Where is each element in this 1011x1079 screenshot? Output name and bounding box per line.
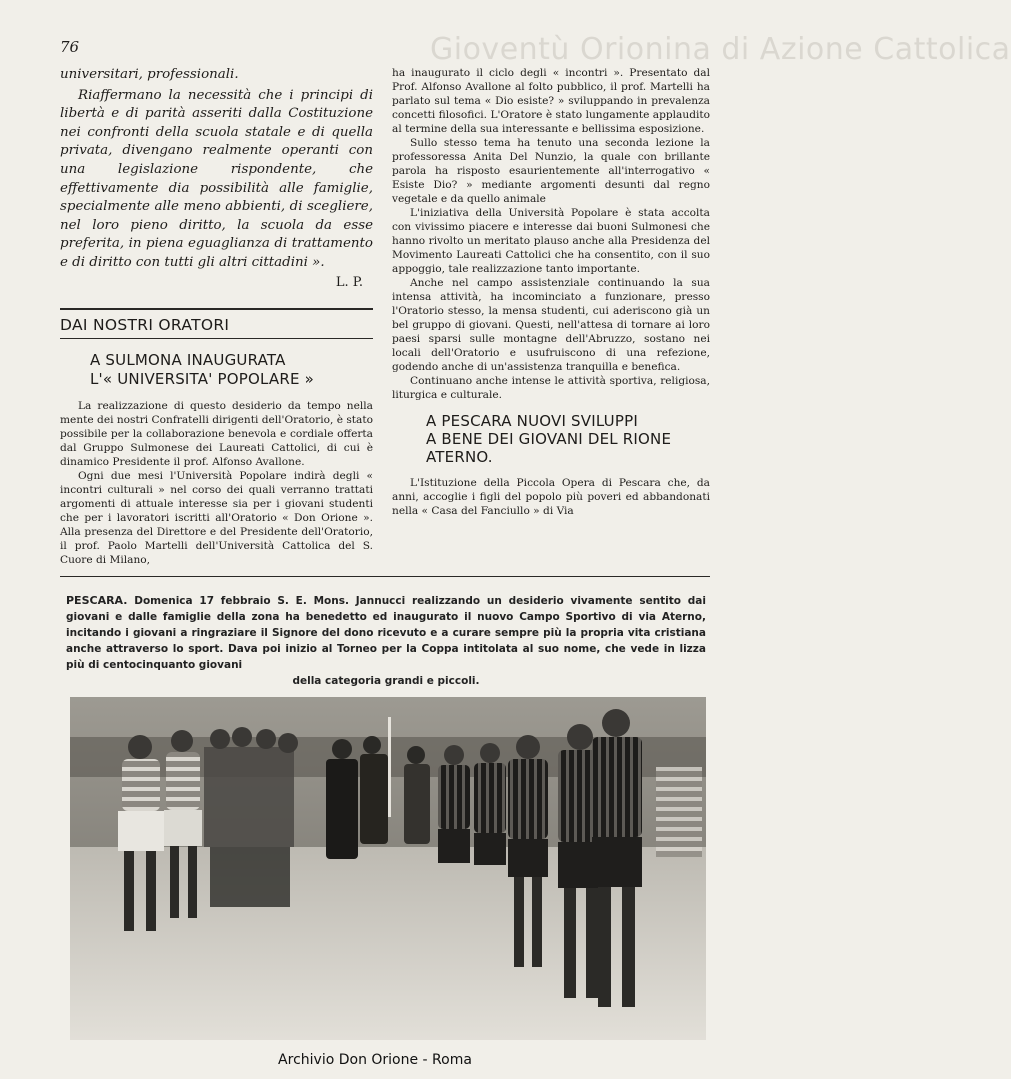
caption-last-line: della categoria grandi e piccoli. [292, 675, 480, 687]
caption-divider [60, 576, 710, 577]
caption-text: Domenica 17 febbraio S. E. Mons. Jannucci realizzando un desiderio vivamente sentito dai giovani e dalle famiglie della zona ha benedetto ed inaugurato il nuovo Campo Sportivo di via Aterno, incitando i giovani a ringraziare il Signore del dono ricevuto e a curare sempre più la propria vita cristiana anche attraverso lo sport. Dava poi inizio al Torneo per la Coppa intitolata al suo nome, che vede in lizza più di centocinquanto giovani [66, 595, 706, 671]
section-rule-bottom [60, 338, 373, 339]
article-paragraph: Ogni due mesi l'Università Popolare indirà degli « incontri culturali » nel corso dei quali verranno trattati argomenti di attuale interesse sia per i giovani studenti che per i lavoratori iscritti all'Oratorio « Don Orione ». Alla presenza del Direttore e del Presidente dell'Oratorio, il prof. Paolo Martelli dell'Università Cattolica del S. Cuore di Milano, [60, 469, 373, 566]
caption-lead: PESCARA. [66, 594, 128, 607]
page-number: 76 [60, 38, 80, 56]
article-headline-pescara [426, 412, 710, 466]
headline-line: L'« UNIVERSITA' POPOLARE » [90, 369, 315, 388]
right-column [392, 66, 710, 518]
left-column [60, 66, 373, 567]
article-paragraph: L'Istituzione della Piccola Opera di Pescara che, da anni, accoglie i figli del popolo più poveri ed abbandonati nella « Casa del Fanciullo » di Via [392, 477, 710, 517]
team-photograph [70, 697, 706, 1040]
section-rule-top [60, 308, 373, 310]
headline-line: A PESCARA NUOVI SVILUPPI [426, 412, 638, 430]
headline-line: ATERNO. [426, 448, 493, 466]
photo-illustration [70, 697, 706, 1040]
article-paragraph: ha inaugurato il ciclo degli « incontri ». Presentato dal Prof. Alfonso Avallone al folto pubblico, il prof. Martelli ha parlato sul tema « Dio esiste? » sviluppando in prevalenza concetti filosofici. L'Oratore è stato lungamente applaudito al termine della sua interessante e bellissima esposizione. [392, 67, 710, 135]
bleed-through-header: Gioventù Orionina di Azione Cattolica [430, 32, 1011, 67]
intro-paragraph: Riaffermano la necessità che i principi di libertà e di parità asseriti dalla Costituzione nei confronti della scuola statale e di quella privata, divengano realmente operanti con una legislazione rispondente, che effettivamente dia possibilità alle famiglie, specialmente alle meno abbienti, di scegliere, nel loro pieno diritto, la scuola da esse preferita, in piena eguaglianza di trattamento e di diritto con tutti gli altri cittadini ». [60, 87, 373, 270]
intro-first-line: universitari, professionali. [60, 67, 239, 82]
article-paragraph: La realizzazione di questo desiderio da tempo nella mente dei nostri Confratelli dirigenti dell'Oratorio, è stato possibile per la collaborazione benevola e cordiale offerta dal Gruppo Sulmonese dei Laureati Cattolici, di cui è dinamico Presidente il prof. Alfonso Avallone. [60, 399, 374, 468]
article-paragraph: Continuano anche intense le attività sportiva, religiosa, liturgica e culturale. [392, 375, 710, 401]
signature: L. P. [335, 274, 363, 290]
headline-line: A SULMONA INAUGURATA [90, 350, 286, 369]
article-paragraph: L'iniziativa della Università Popolare è stata accolta con vivissimo piacere e interesse dai buoni Sulmonesi che hanno rivolto un meritato plauso anche alla Presidenza del Movimento Laureati Cattolici che ha consentito, con il suo appoggio, tale realizzazione tanto importante. [392, 207, 710, 275]
headline-line: A BENE DEI GIOVANI DEL RIONE [426, 430, 672, 448]
article-headline-sulmona [90, 351, 373, 389]
archive-footer: Archivio Don Orione - Roma [278, 1052, 472, 1068]
article-paragraph: Sullo stesso tema ha tenuto una seconda lezione la professoressa Anita Del Nunzio, la quale con brillante parola ha risposto esaurientemente all'interrogativo « Esiste Dio? » mediante argomenti desunti dal regno vegetale e da quello animale [392, 137, 710, 205]
photo-caption [66, 593, 706, 689]
article-paragraph: Anche nel campo assistenziale continuando la sua intensa attività, ha incominciato a funzionare, presso l'Oratorio stesso, la mensa studenti, cui aderiscono già un bel gruppo di giovani. Questi, nell'attesa di tornare ai loro paesi sparsi sulle montagne dell'Abruzzo, sostano nei locali dell'Oratorio e usufruiscono di una refezione, godendo anche di un'assistenza tranquilla e benefica. [392, 277, 710, 373]
section-title: DAI NOSTRI ORATORI [60, 315, 230, 334]
